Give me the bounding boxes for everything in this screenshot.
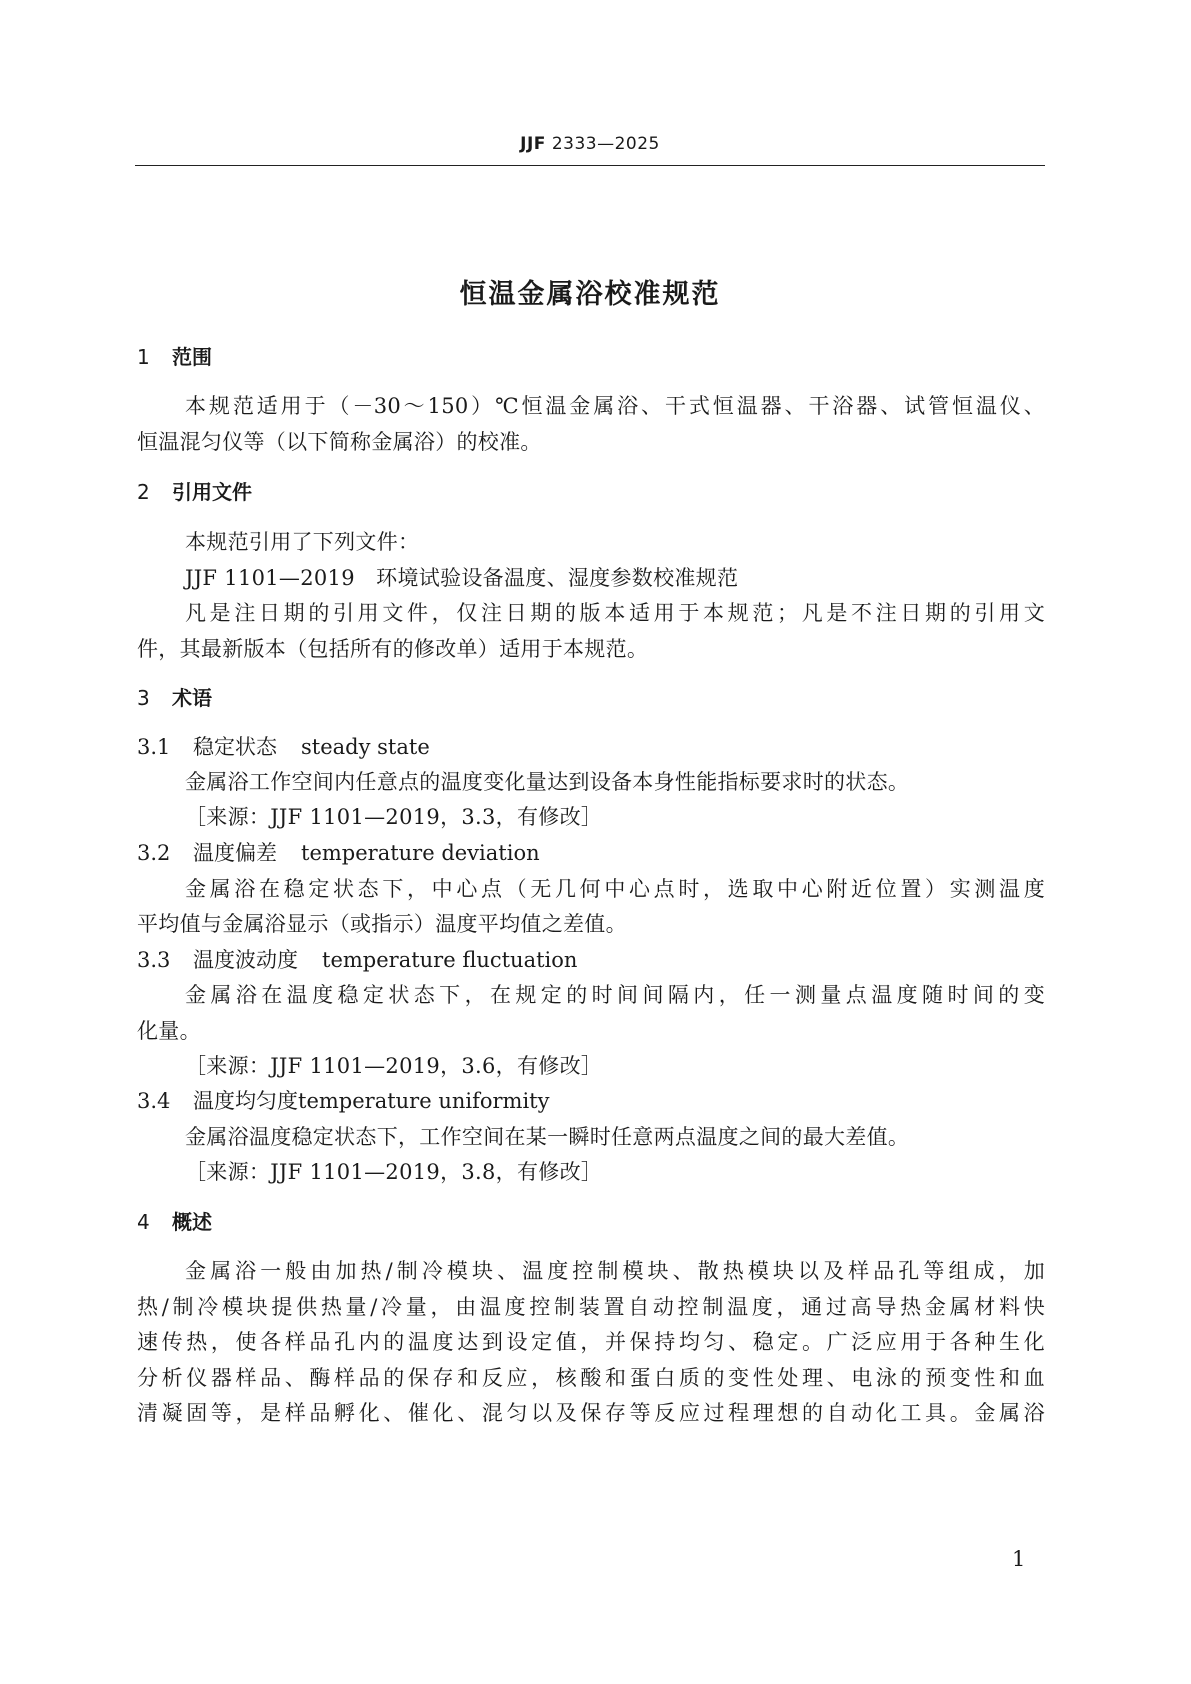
source-note: ［来源：JJF 1101—2019，3.3，有修改］ [185,805,603,829]
paragraph-line: 本规范引用了下列文件： [185,530,420,554]
running-header [135,134,1045,154]
term-3-1 [137,731,430,761]
paragraph-line: 速传热，使各样品孔内的温度达到设定值，并保持均匀、稳定。广泛应用于各种生化 [137,1330,1045,1354]
section-heading-references [137,476,252,505]
term-zh: 稳定状态 [193,735,277,759]
term-3-2 [137,837,540,867]
term-en: temperature fluctuation [322,948,578,972]
term-3-3 [137,944,577,974]
definition-line: 金属浴在温度稳定状态下，在规定的时间间隔内，任一测量点温度随时间的变 [185,983,1045,1007]
standard-code: JJF [520,134,546,154]
term-zh: 温度均匀度 [193,1089,298,1113]
term-number: 3.3 [137,948,171,972]
section-number: 3 [137,686,150,710]
section-heading-terms [137,682,212,711]
paragraph-line: 恒温混匀仪等（以下简称金属浴）的校准。 [137,430,542,454]
section-title: 引用文件 [172,480,252,504]
term-number: 3.2 [137,841,171,865]
definition-line: 金属浴温度稳定状态下，工作空间在某一瞬时任意两点温度之间的最大差值。 [185,1125,910,1149]
paragraph-line: 分析仪器样品、酶样品的保存和反应，核酸和蛋白质的变性处理、电泳的预变性和血 [137,1366,1045,1390]
source-note: ［来源：JJF 1101—2019，3.6，有修改］ [185,1054,603,1078]
term-zh: 温度波动度 [193,948,298,972]
term-en: temperature uniformity [298,1089,550,1113]
section-number: 1 [137,345,150,369]
section-number: 2 [137,480,150,504]
section-title: 概述 [172,1210,212,1234]
section-heading-scope [137,341,212,370]
reference-entry: JJF 1101—2019 环境试验设备温度、湿度参数校准规范 [185,566,739,590]
definition-line: 金属浴工作空间内任意点的温度变化量达到设备本身性能指标要求时的状态。 [185,770,910,794]
definition-line: 化量。 [137,1019,201,1043]
term-number: 3.1 [137,735,171,759]
section-title: 术语 [172,686,212,710]
source-note: ［来源：JJF 1101—2019，3.8，有修改］ [185,1160,603,1184]
section-number: 4 [137,1210,150,1234]
term-zh: 温度偏差 [193,841,277,865]
paragraph-line: 件，其最新版本（包括所有的修改单）适用于本规范。 [137,637,649,661]
paragraph-line: 热/制冷模块提供热量/冷量，由温度控制装置自动控制温度，通过高导热金属材料快 [137,1295,1045,1319]
header-rule [135,165,1045,166]
term-en: temperature deviation [301,841,540,865]
section-title: 范围 [172,345,212,369]
section-heading-overview [137,1206,212,1235]
term-en: steady state [301,735,430,759]
term-number: 3.4 [137,1089,171,1113]
page-title: 恒温金属浴校准规范 [459,279,721,310]
page-number: 1 [1012,1547,1026,1571]
paragraph-line: 凡是注日期的引用文件，仅注日期的版本适用于本规范；凡是不注日期的引用文 [185,601,1045,625]
paragraph-line: 金属浴一般由加热/制冷模块、温度控制模块、散热模块以及样品孔等组成，加 [185,1259,1045,1283]
standard-number: 2333—2025 [551,134,660,154]
paragraph-line: 清凝固等，是样品孵化、催化、混匀以及保存等反应过程理想的自动化工具。金属浴 [137,1401,1045,1425]
paragraph-line: 本规范适用于（－30～150）℃恒温金属浴、干式恒温器、干浴器、试管恒温仪、 [185,394,1045,418]
definition-line: 平均值与金属浴显示（或指示）温度平均值之差值。 [137,912,627,936]
definition-line: 金属浴在稳定状态下，中心点（无几何中心点时，选取中心附近位置）实测温度 [185,877,1045,901]
term-3-4 [137,1085,549,1115]
